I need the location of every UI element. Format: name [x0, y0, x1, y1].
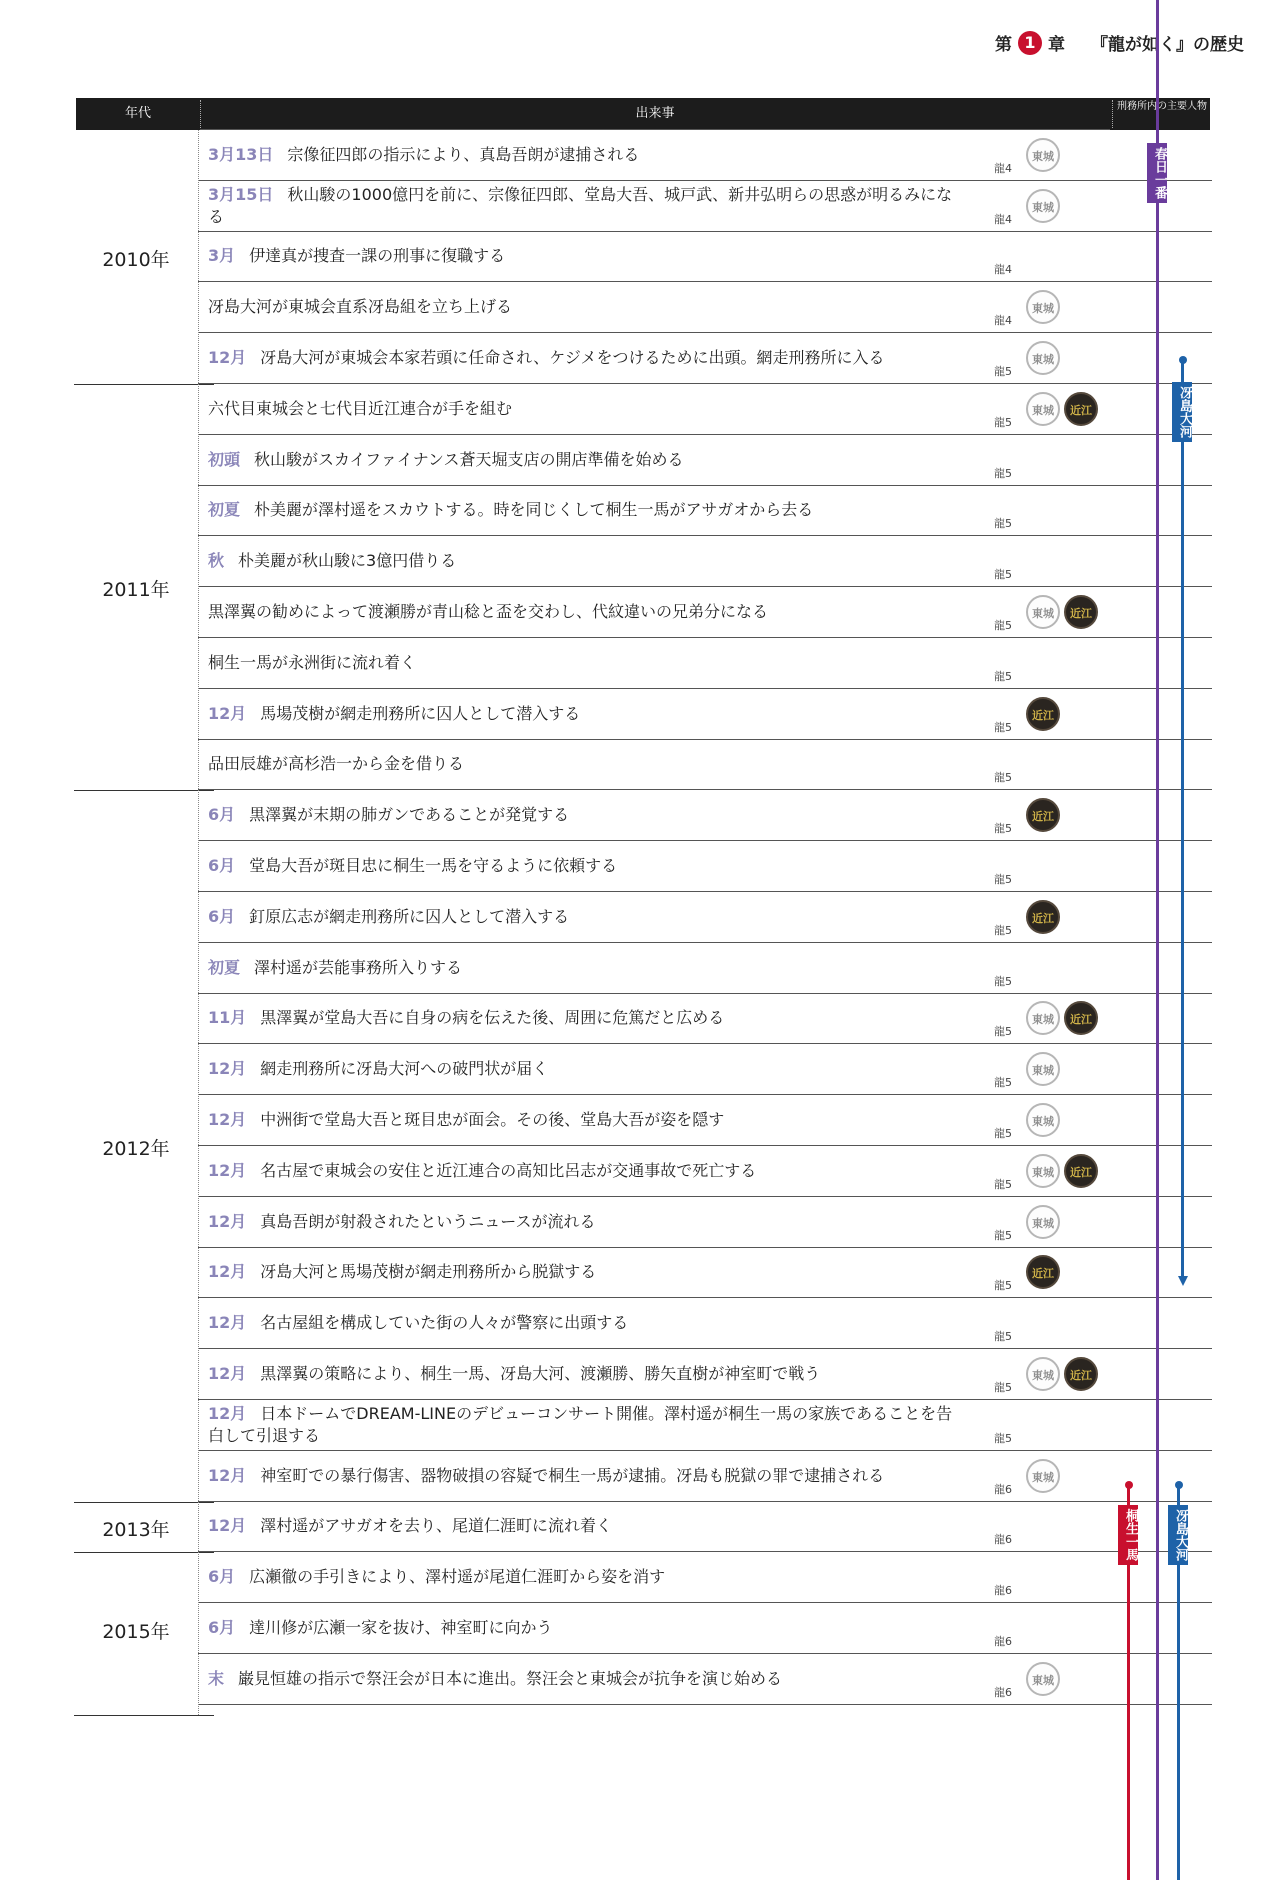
event-game-ref: 龍4: [994, 263, 1012, 277]
event-row: [198, 1654, 1212, 1705]
event-game-ref: 龍6: [994, 1482, 1012, 1496]
event-text: 名古屋組を構成していた街の人々が警察に出頭する: [260, 1313, 629, 1333]
event-text-cell: [208, 638, 968, 688]
event-row: [198, 486, 1212, 537]
event-text-line: [208, 1160, 968, 1182]
event-row: [198, 536, 1212, 587]
event-crests: [1026, 341, 1060, 375]
event-game-ref: 龍6: [994, 1584, 1012, 1598]
omi-crest-icon: 近江: [1064, 595, 1098, 629]
event-row: [198, 1603, 1212, 1654]
event-row: [198, 181, 1212, 232]
event-text: 澤村遥がアサガオを去り、尾道仁涯町に流れ着く: [260, 1516, 612, 1536]
event-text: 澤村遥が芸能事務所入りする: [254, 957, 463, 977]
event-date: 12月: [208, 1465, 247, 1485]
event-row: [198, 384, 1212, 435]
event-date: 12月: [208, 1403, 247, 1423]
event-text: 網走刑務所に冴島大河への破門状が届く: [260, 1059, 549, 1079]
event-text: 秋山駿の1000億円を前に、宗像征四郎、堂島大吾、城戸武、新井弘明らの思惑が明るみになる: [208, 184, 953, 226]
event-game-ref: 龍6: [994, 1685, 1012, 1699]
event-row: [198, 740, 1212, 791]
event-text-cell: [208, 1197, 968, 1247]
event-game-ref: 龍5: [994, 720, 1012, 734]
event-text-cell: [208, 943, 968, 993]
event-text: 釘原広志が網走刑務所に囚人として潜入する: [249, 906, 570, 926]
event-crests: [1026, 1001, 1098, 1035]
omi-crest-icon: 近江: [1026, 1255, 1060, 1289]
event-row: [198, 1451, 1212, 1502]
event-game-ref: 龍5: [994, 1177, 1012, 1191]
event-row: [198, 1044, 1212, 1095]
event-text: 桐生一馬が永洲街に流れ着く: [208, 652, 417, 672]
event-game-ref: 龍5: [994, 517, 1012, 531]
tojo-crest-icon: 東城: [1026, 392, 1060, 426]
event-row: [198, 1095, 1212, 1146]
event-text-cell: [208, 1552, 968, 1602]
event-row: [198, 790, 1212, 841]
tojo-crest-icon: 東城: [1026, 138, 1060, 172]
event-crests: [1026, 1662, 1060, 1696]
event-text-cell: [208, 1044, 968, 1094]
event-date: 6月: [208, 906, 236, 926]
event-text-cell: [208, 1146, 968, 1196]
event-date: 12月: [208, 1211, 247, 1231]
event-game-ref: 龍5: [994, 415, 1012, 429]
event-text-cell: [208, 689, 968, 739]
event-text-cell: [208, 181, 968, 231]
event-text: 真島吾朗が射殺されたというニュースが流れる: [260, 1211, 596, 1231]
character-label: 春日一番: [1147, 143, 1167, 203]
header-events: 出来事: [200, 98, 1110, 130]
event-crests: [1026, 798, 1060, 832]
event-row: [198, 994, 1212, 1045]
event-text: 黒澤翼の勧めによって渡瀬勝が青山稔と盃を交わし、代紋違いの兄弟分になる: [208, 602, 769, 622]
event-game-ref: 龍5: [994, 1228, 1012, 1242]
year-divider: [74, 790, 214, 791]
column-divider: [198, 130, 199, 1715]
event-text: 朴美麗が澤村遥をスカウトする。時を同じくして桐生一馬がアサガオから去る: [254, 500, 814, 520]
event-game-ref: 龍5: [994, 1126, 1012, 1140]
event-crests: [1026, 1255, 1060, 1289]
event-text-cell: [208, 486, 968, 536]
omi-crest-icon: 近江: [1064, 1357, 1098, 1391]
event-row: [198, 232, 1212, 283]
event-game-ref: 龍5: [994, 669, 1012, 683]
event-text-cell: [208, 740, 968, 790]
tojo-crest-icon: 東城: [1026, 189, 1060, 223]
event-game-ref: 龍5: [994, 771, 1012, 785]
event-text-cell: [208, 1400, 968, 1450]
event-text-line: [208, 703, 968, 725]
event-date: 12月: [208, 703, 247, 723]
tojo-crest-icon: 東城: [1026, 1103, 1060, 1137]
event-date: 12月: [208, 1313, 247, 1333]
event-text-line: [208, 906, 968, 928]
event-text-cell: [208, 384, 968, 434]
character-timeline-line: [1156, 0, 1159, 1880]
event-text-cell: [208, 232, 968, 282]
chapter-number-badge: 1: [1018, 31, 1042, 55]
event-text-cell: [208, 1298, 968, 1348]
event-text-line: [208, 1312, 968, 1334]
event-crests: [1026, 1205, 1060, 1239]
event-row: [198, 1400, 1212, 1451]
event-text-line: [208, 1363, 968, 1385]
event-text-cell: [208, 1654, 968, 1704]
event-text: 冴島大河が東城会本家若頭に任命され、ケジメをつけるために出頭。網走刑務所に入る: [260, 348, 885, 368]
event-row: [198, 943, 1212, 994]
event-text: 宗像征四郎の指示により、真島吾朗が逮捕される: [287, 144, 640, 164]
event-row: [198, 1502, 1212, 1553]
event-text-cell: [208, 1349, 968, 1399]
event-text-cell: [208, 892, 968, 942]
year-divider: [74, 384, 214, 385]
event-text-line: [208, 296, 968, 318]
event-text-cell: [208, 1451, 968, 1501]
tojo-crest-icon: 東城: [1026, 1357, 1060, 1391]
year-label: 2012年: [102, 1138, 170, 1160]
event-game-ref: 龍5: [994, 1431, 1012, 1445]
table-bottom-line: [74, 1715, 214, 1716]
event-crests: [1026, 392, 1098, 426]
event-game-ref: 龍5: [994, 1380, 1012, 1394]
event-date: 初夏: [208, 500, 241, 520]
tojo-crest-icon: 東城: [1026, 595, 1060, 629]
event-row: [198, 1349, 1212, 1400]
event-text-cell: [208, 1502, 968, 1552]
tojo-crest-icon: 東城: [1026, 1205, 1060, 1239]
event-game-ref: 龍5: [994, 1279, 1012, 1293]
event-text-line: [208, 601, 968, 623]
tojo-crest-icon: 東城: [1026, 290, 1060, 324]
tojo-crest-icon: 東城: [1026, 1052, 1060, 1086]
event-text-line: [208, 499, 968, 521]
omi-crest-icon: 近江: [1026, 900, 1060, 934]
event-date: 6月: [208, 1618, 236, 1638]
event-row: [198, 1146, 1212, 1197]
event-date: 初夏: [208, 957, 241, 977]
tojo-crest-icon: 東城: [1026, 1662, 1060, 1696]
event-game-ref: 龍5: [994, 618, 1012, 632]
chapter-prefix: 第: [995, 35, 1012, 55]
event-text-cell: [208, 130, 968, 180]
event-game-ref: 龍5: [994, 364, 1012, 378]
event-date: 6月: [208, 805, 236, 825]
event-text-line: [208, 1668, 968, 1690]
event-text-line: [208, 550, 968, 572]
event-text-line: [208, 1261, 968, 1283]
event-text-line: [208, 398, 968, 420]
event-game-ref: 龍4: [994, 212, 1012, 226]
event-date: 12月: [208, 348, 247, 368]
character-label: 桐生一馬: [1118, 1505, 1138, 1565]
event-game-ref: 龍5: [994, 466, 1012, 480]
event-date: 3月15日: [208, 184, 274, 204]
header-characters: 刑務所内の主要人物: [1117, 101, 1207, 112]
event-game-ref: 龍4: [994, 161, 1012, 175]
event-text-cell: [208, 587, 968, 637]
event-crests: [1026, 595, 1098, 629]
chapter-title: 『龍が如く』の歴史: [1091, 35, 1244, 55]
event-text-line: [208, 184, 968, 228]
event-text-line: [208, 1058, 968, 1080]
event-row: [198, 282, 1212, 333]
event-text-line: [208, 1465, 968, 1487]
event-text-line: [208, 753, 968, 775]
event-game-ref: 龍5: [994, 974, 1012, 988]
event-date: 初頭: [208, 449, 241, 469]
year-label: 2015年: [102, 1620, 170, 1643]
event-date: 12月: [208, 1516, 247, 1536]
event-text-line: [208, 1617, 968, 1639]
omi-crest-icon: 近江: [1064, 392, 1098, 426]
event-date: 3月13日: [208, 144, 274, 164]
event-text-cell: [208, 1603, 968, 1653]
omi-crest-icon: 近江: [1064, 1154, 1098, 1188]
event-row: [198, 1248, 1212, 1299]
event-text: 中洲街で堂島大吾と斑目忠が面会。その後、堂島大吾が姿を隠す: [260, 1110, 725, 1130]
event-crests: [1026, 1459, 1060, 1493]
event-crests: [1026, 900, 1060, 934]
event-text: 馬場茂樹が網走刑務所に囚人として潜入する: [260, 703, 581, 723]
event-text-line: [208, 957, 968, 979]
event-text-line: [208, 347, 968, 369]
character-label: 冴島大河: [1168, 1505, 1188, 1565]
event-text-cell: [208, 1095, 968, 1145]
event-text: 黒澤翼が末期の肺ガンであることが発覚する: [249, 805, 570, 825]
event-row: [198, 841, 1212, 892]
event-text: 品田辰雄が高杉浩一から金を借りる: [208, 754, 465, 774]
tojo-crest-icon: 東城: [1026, 1001, 1060, 1035]
event-game-ref: 龍5: [994, 1025, 1012, 1039]
event-text-line: [208, 804, 968, 826]
event-text-line: [208, 1403, 968, 1447]
event-text: 六代目東城会と七代目近江連合が手を組む: [208, 398, 513, 418]
timeline-end-arrow: [1178, 1276, 1188, 1286]
header-era: 年代: [124, 106, 151, 121]
event-date: 6月: [208, 1567, 236, 1587]
event-text-line: [208, 144, 968, 166]
event-text-cell: [208, 790, 968, 840]
event-text-line: [208, 1566, 968, 1588]
year-divider: [74, 1552, 214, 1553]
event-date: 末: [208, 1668, 225, 1688]
tojo-crest-icon: 東城: [1026, 1154, 1060, 1188]
event-game-ref: 龍6: [994, 1533, 1012, 1547]
event-date: 12月: [208, 1364, 247, 1384]
event-crests: [1026, 1154, 1098, 1188]
year-label: 2013年: [102, 1519, 170, 1541]
event-game-ref: 龍6: [994, 1634, 1012, 1648]
event-date: 3月: [208, 246, 236, 266]
event-row: [198, 435, 1212, 486]
event-text-line: [208, 1007, 968, 1029]
event-game-ref: 龍4: [994, 314, 1012, 328]
tojo-crest-icon: 東城: [1026, 341, 1060, 375]
tojo-crest-icon: 東城: [1026, 1459, 1060, 1493]
year-label: 2011年: [102, 579, 170, 602]
event-crests: [1026, 290, 1060, 324]
event-text: 伊達真が捜査一課の刑事に復職する: [249, 246, 506, 266]
event-text: 黒澤翼が堂島大吾に自身の病を伝えた後、周囲に危篤だと広める: [260, 1008, 725, 1028]
event-game-ref: 龍5: [994, 568, 1012, 582]
event-game-ref: 龍5: [994, 822, 1012, 836]
event-text: 堂島大吾が斑目忠に桐生一馬を守るように依頼する: [249, 856, 618, 876]
event-row: [198, 892, 1212, 943]
year-label: 2010年: [102, 249, 170, 271]
event-text: 巌見恒雄の指示で祭汪会が日本に進出。祭汪会と東城会が抗争を演じ始める: [238, 1668, 783, 1688]
event-row: [198, 1197, 1212, 1248]
event-game-ref: 龍5: [994, 923, 1012, 937]
event-text-cell: [208, 841, 968, 891]
event-text: 冴島大河と馬場茂樹が網走刑務所から脱獄する: [260, 1262, 597, 1282]
event-text-cell: [208, 536, 968, 586]
event-text-line: [208, 245, 968, 267]
event-text-cell: [208, 333, 968, 383]
event-date: 6月: [208, 856, 236, 876]
event-row: [198, 587, 1212, 638]
event-text: 達川修が広瀬一家を抜け、神室町に向かう: [249, 1618, 553, 1638]
event-text-line: [208, 652, 968, 674]
event-text: 秋山駿がスカイファイナンス蒼天堀支店の開店準備を始める: [254, 449, 684, 469]
event-row: [198, 1298, 1212, 1349]
event-date: 12月: [208, 1160, 247, 1180]
event-row: [198, 1552, 1212, 1603]
event-text: 広瀬徹の手引きにより、澤村遥が尾道仁涯町から姿を消す: [249, 1567, 666, 1587]
event-date: 12月: [208, 1110, 247, 1130]
character-label: 冴島大河: [1172, 382, 1192, 442]
event-text: 日本ドームでDREAM-LINEのデビューコンサート開催。澤村遥が桐生一馬の家族であることを告白して引退する: [208, 1403, 953, 1445]
event-text: 名古屋で東城会の安住と近江連合の高知比呂志が交通事故で死亡する: [260, 1160, 757, 1180]
event-text-line: [208, 1515, 968, 1537]
chapter-suffix: 章: [1048, 35, 1065, 55]
event-text-line: [208, 1109, 968, 1131]
event-date: 12月: [208, 1262, 247, 1282]
event-date: 11月: [208, 1008, 247, 1028]
event-text-line: [208, 855, 968, 877]
event-crests: [1026, 1357, 1098, 1391]
omi-crest-icon: 近江: [1026, 697, 1060, 731]
event-crests: [1026, 697, 1060, 731]
event-text-cell: [208, 994, 968, 1044]
event-row: [198, 333, 1212, 384]
event-game-ref: 龍5: [994, 1076, 1012, 1090]
event-row: [198, 689, 1212, 740]
event-game-ref: 龍5: [994, 872, 1012, 886]
event-text: 神室町での暴行傷害、器物破損の容疑で桐生一馬が逮捕。冴島も脱獄の罪で逮捕される: [260, 1465, 885, 1485]
event-text-cell: [208, 282, 968, 332]
omi-crest-icon: 近江: [1064, 1001, 1098, 1035]
event-text: 冴島大河が東城会直系冴島組を立ち上げる: [208, 297, 513, 317]
event-text-line: [208, 1211, 968, 1233]
event-crests: [1026, 1052, 1060, 1086]
character-timeline-line: [1181, 360, 1184, 1276]
event-row: [198, 130, 1212, 181]
year-divider: [74, 1502, 214, 1503]
event-crests: [1026, 1103, 1060, 1137]
event-text: 黒澤翼の策略により、桐生一馬、冴島大河、渡瀬勝、勝矢直樹が神室町で戦う: [260, 1364, 821, 1384]
event-date: 12月: [208, 1059, 247, 1079]
event-text-line: [208, 449, 968, 471]
event-crests: [1026, 189, 1060, 223]
event-text: 朴美麗が秋山駿に3億円借りる: [238, 551, 457, 571]
event-game-ref: 龍5: [994, 1330, 1012, 1344]
event-row: [198, 638, 1212, 689]
event-crests: [1026, 138, 1060, 172]
event-text-cell: [208, 1248, 968, 1298]
event-text-cell: [208, 435, 968, 485]
omi-crest-icon: 近江: [1026, 798, 1060, 832]
event-date: 秋: [208, 551, 225, 571]
